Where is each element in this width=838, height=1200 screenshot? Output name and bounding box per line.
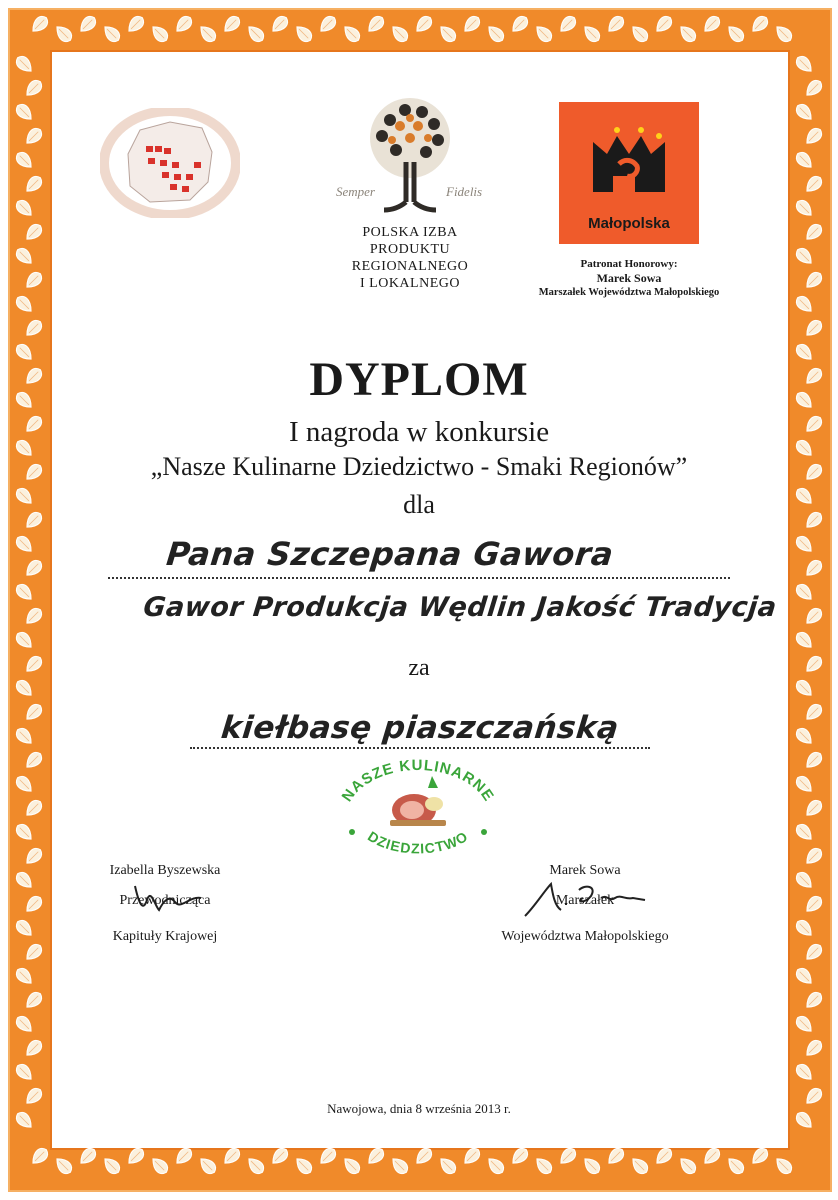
product-name: kiełbasę piaszczańską: [219, 710, 621, 746]
for-label: dla: [403, 490, 435, 519]
poland-map-icon: [100, 108, 240, 218]
motto-right: Fidelis: [446, 184, 483, 199]
patronage-block: [505, 257, 753, 300]
malopolska-logo: [559, 102, 699, 244]
motto-left: Semper: [336, 184, 375, 199]
signatory-role-2: Kapituły Krajowej: [112, 929, 218, 944]
diploma-title: DYPLOM: [309, 353, 529, 406]
signatory-role-2: Województwa Małopolskiego: [501, 929, 669, 944]
malopolska-label: Małopolska: [588, 215, 670, 232]
tree-icon: [330, 92, 490, 217]
contest-logo: [328, 758, 508, 863]
crown-icon: [559, 102, 699, 212]
patron-name: Marek Sowa: [596, 271, 662, 285]
signatory-role-1: Przewodnicząca: [119, 893, 211, 908]
recipient-dotted-line: [108, 577, 730, 579]
chamber-line: REGIONALNEGO: [351, 259, 469, 274]
reason-label: za: [408, 655, 430, 681]
union-logo: [100, 108, 240, 218]
place-date: Nawojowa, dnia 8 września 2013 r.: [327, 1101, 511, 1116]
signatory-role-1: Marszałek: [555, 893, 615, 908]
chamber-line: POLSKA IZBA: [362, 225, 458, 240]
signatory-name: Marek Sowa: [549, 863, 621, 878]
chamber-name: [330, 224, 490, 292]
product-dotted-line: [190, 747, 650, 749]
contest-logo-bottom-text: DZIEDZICTWO: [364, 827, 471, 857]
award-line: I nagroda w konkursie: [288, 416, 550, 448]
signature-left: [60, 862, 270, 946]
signature-right: [470, 862, 700, 946]
chamber-line: I LOKALNEGO: [360, 276, 460, 291]
recipient-company: Gawor Produkcja Wędlin Jakość Tradycja: [141, 592, 779, 623]
recipient-name: Pana Szczepana Gawora: [164, 535, 616, 573]
chamber-logo: [330, 92, 490, 307]
chamber-line: PRODUKTU: [369, 242, 451, 257]
contest-name: „Nasze Kulinarne Dziedzictwo - Smaki Regionów”: [150, 452, 688, 481]
signatory-name: Izabella Byszewska: [109, 863, 221, 878]
contest-logo-top-text: NASZE KULINARNE: [338, 758, 498, 805]
ham-icon: [328, 758, 508, 863]
patronage-label: Patronat Honorowy:: [580, 258, 678, 270]
svg-text:DZIEDZICTWO: [365, 828, 471, 857]
patron-title: Marszałek Województwa Małopolskiego: [538, 287, 720, 298]
